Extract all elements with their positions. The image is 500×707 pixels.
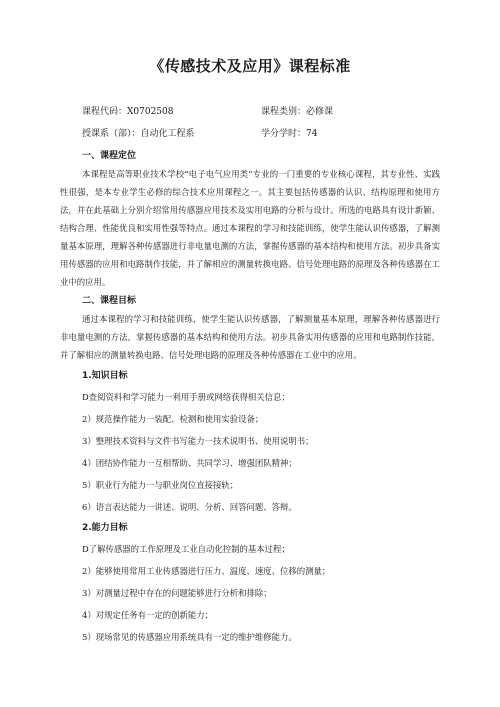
course-type: 课程类别：必修课: [261, 107, 334, 117]
section-heading-goals: 二、课程目标: [82, 296, 137, 306]
list-item: D了解传感器的工作原理及工业自动化控制的基本过程；: [82, 544, 290, 554]
list-item: 2）能够使用常用工业传感器进行压力、温度、速度、位移的测量；: [82, 566, 331, 576]
subheading-ability: 2.能力目标: [82, 523, 128, 533]
list-item: 5）职业行为能力一与职业岗位直接接轨；: [82, 480, 239, 490]
course-code: 课程代码：X0702508: [82, 107, 174, 117]
list-item: 3）对测量过程中存在的问题能够进行分析和排除；: [82, 588, 272, 598]
list-item: 4）团结协作能力一互相帮助、共同学习、增强团队精神；: [82, 458, 297, 468]
meta-row-1: [60, 106, 440, 119]
section-paragraph-positioning: 本课程是高等职业技术学校“电子电气应用类”专业的一门重要的专业核心课程，其专业性、实践性很强，是本专业学生必修的综合技术应用课程之一。其主要包括传感器的认识、结构原理和使用方法，并在此基础上分别介绍常用传感器应用技术及实用电路的分析与设计。所选的电路具有设计新颖、结构合理、性能优良和实用性强等特点。通过本课程的学习和技能训练，使学生能认识传感器，了解测量基本原理，理解各种传感器进行非电量电测的方法，掌握传感器的基本结构和使用方法。初步具备实用传感器的应用和电路制作技能，并了解相应的测量转换电路、信号处理电路的原理及各种传感器在工业中的应用。: [60, 169, 440, 287]
list-item: D查阅资料和学习能力一利用手册或网络获得相关信息；: [82, 392, 290, 402]
list-item: 2）规范操作能力一装配、检测和使用实验设备；: [82, 414, 264, 424]
department: 授课系（部）：自动化工程系: [82, 129, 195, 139]
list-item: 5）现场常见的传感器应用系统具有一定的维护维修能力。: [82, 632, 297, 642]
list-item: 3）整理技术资料与文件书写能力一技术说明书、使用说明书；: [82, 436, 314, 446]
course-meta: [60, 106, 440, 141]
list-item: 6）语言表达能力一讲述、说明、分析、回答问题、答辩。: [82, 502, 297, 512]
subheading-knowledge: 1.知识目标: [82, 371, 128, 381]
section-paragraph-goals: 通过本课程的学习和技能训练，使学生能认识传感器，了解测量基本原理，理解各种传感器进行非电量电测的方法，掌握传感器的基本结构和使用方法。初步具备实用传感器的应用和电路制作技能，并了解相应的测量转换电路、信号处理电路的原理及各种传感器在工业中的应用。: [60, 314, 440, 360]
credit-hours: 学分学时：74: [261, 129, 318, 139]
section-heading-positioning: 一、课程定位: [82, 151, 137, 161]
list-item: 4）对规定任务有一定的创新能力；: [82, 610, 213, 620]
document-title: 《传感技术及应用》课程标准: [149, 57, 351, 75]
meta-row-2: [60, 128, 440, 141]
ability-list: [82, 538, 440, 648]
knowledge-list: [82, 386, 440, 518]
